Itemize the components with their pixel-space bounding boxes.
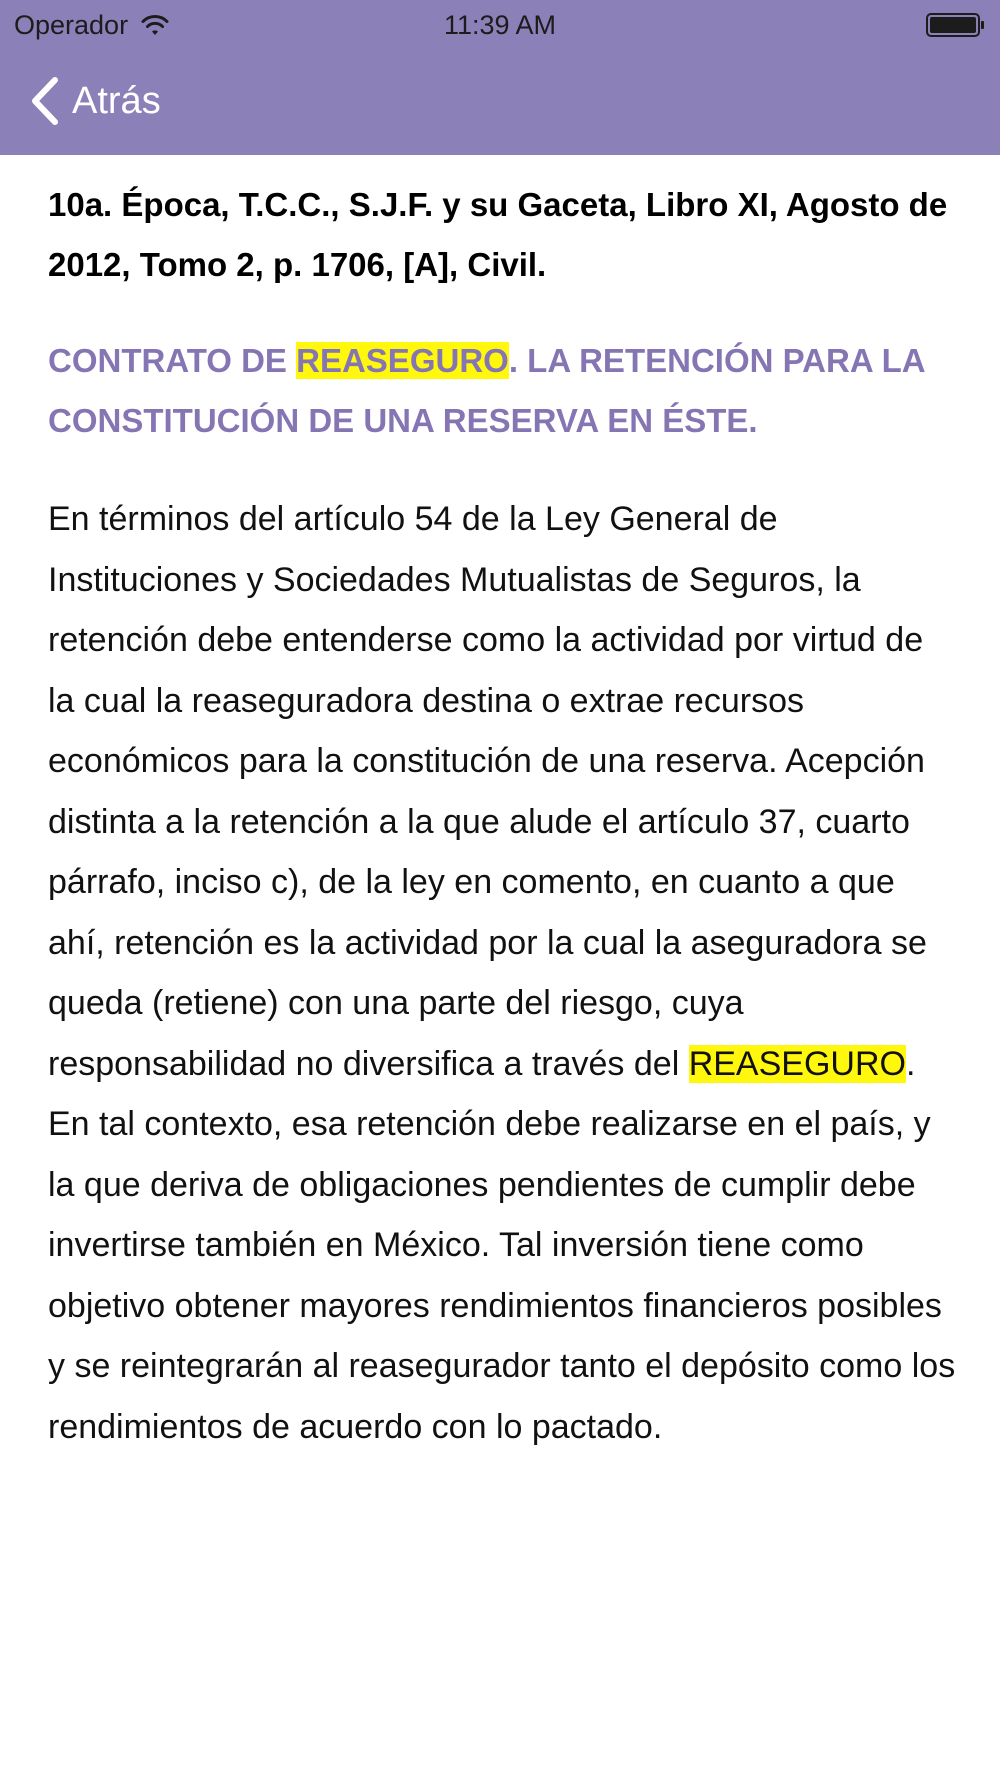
document-body xyxy=(48,489,958,1457)
body-text-after: . En tal contexto, esa retención debe realizarse en el país, y la que deriva de obligaciones pendientes de cumplir debe invertirse también en México. Tal inversión tiene como objetivo obtener mayores rendimientos financieros posibles y se reintegrarán al reasegurador tanto el depósito como los rendimientos de acuerdo con lo pactado. xyxy=(48,1044,956,1446)
document-citation: 10a. Época, T.C.C., S.J.F. y su Gaceta, Libro XI, Agosto de 2012, Tomo 2, p. 1706, [A], Civil. xyxy=(48,186,948,283)
chevron-left-icon xyxy=(28,76,62,126)
battery-icon xyxy=(926,13,986,37)
status-bar xyxy=(0,0,1000,50)
title-highlight: REASEGURO xyxy=(296,342,509,379)
back-button[interactable] xyxy=(28,76,161,126)
status-time: 11:39 AM xyxy=(443,10,557,40)
body-highlight: REASEGURO xyxy=(688,1044,906,1083)
title-text-before: CONTRATO DE xyxy=(48,342,297,379)
header xyxy=(0,0,1000,155)
document-content xyxy=(48,175,958,1457)
title-text-after: . LA RETENCIÓN PARA LA CONSTITUCIÓN DE UNA RESERVA EN ÉSTE. xyxy=(48,342,925,439)
back-label: Atrás xyxy=(72,79,161,122)
document-title xyxy=(48,331,958,451)
body-text-before: En términos del artículo 54 de la Ley General de Instituciones y Sociedades Mutualistas de Seguros, la retención debe entenderse como la actividad por virtud de la cual la reaseguradora destina o extrae recursos económicos para la constitución de una reserva. Acepción distinta a la retención a la que alude el artículo 37, cuarto párrafo, inciso c), de la ley en comento, en cuanto a que ahí, retención es la actividad por la cual la aseguradora se queda (retiene) con una parte del riesgo, cuya responsabilidad no diversifica a través del xyxy=(48,500,927,1083)
carrier-label: Operador xyxy=(14,10,129,40)
nav-bar xyxy=(0,50,1000,155)
